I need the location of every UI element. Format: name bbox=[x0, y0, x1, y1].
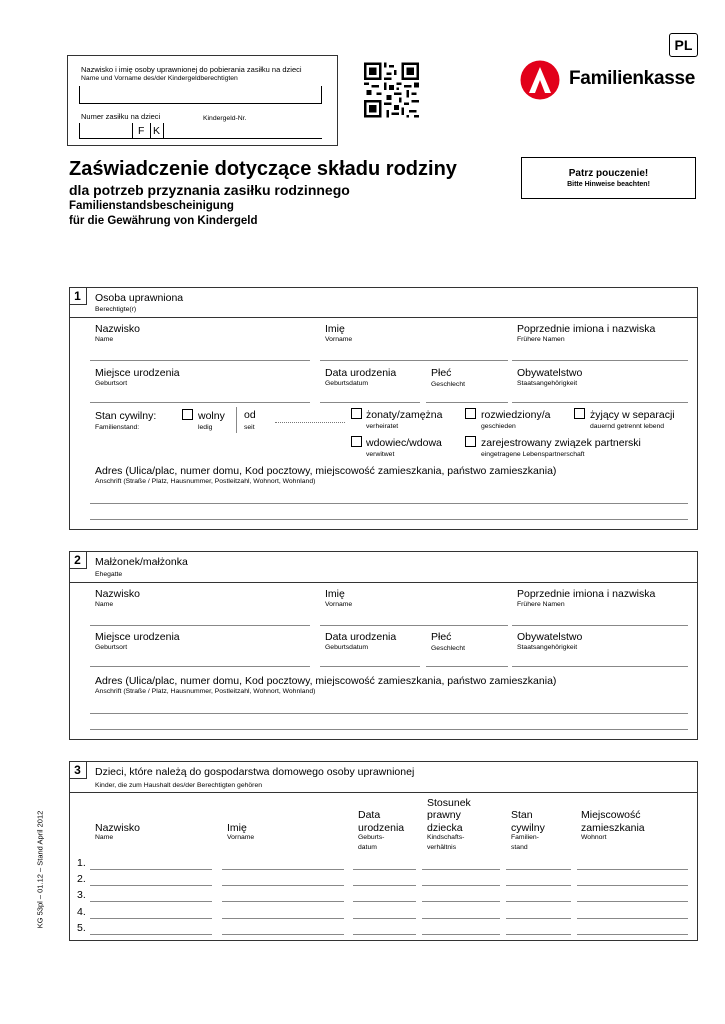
s1-divorced-label: rozwiedziony/a bbox=[481, 409, 551, 421]
page-title-de: Familienstandsbescheinigung bbox=[69, 200, 234, 212]
child-row-number: 3. bbox=[77, 889, 86, 902]
s2-birthplace-label: Miejsce urodzenia bbox=[95, 631, 180, 643]
s1-married-label: żonaty/zamężna bbox=[366, 409, 443, 421]
s3-col-status-de-2: stand bbox=[511, 844, 528, 851]
child-row-field[interactable] bbox=[222, 901, 344, 902]
notice-title: Patrz pouczenie! bbox=[568, 168, 649, 179]
child-row-number: 4. bbox=[77, 905, 86, 918]
s2-birthdate-field[interactable] bbox=[320, 666, 420, 667]
s2-prev-names-label-de: Frühere Namen bbox=[517, 601, 565, 608]
s1-sex-field[interactable] bbox=[426, 402, 508, 403]
child-benefit-number-label-de: Kindergeld-Nr. bbox=[203, 115, 247, 122]
s1-firstname-label-de: Vorname bbox=[325, 336, 353, 343]
s3-col-status-de-1: Familien- bbox=[511, 834, 539, 841]
child-row-number: 1. bbox=[77, 857, 86, 869]
form-version-note: KG 53pl – 01.12 – Stand April 2012 bbox=[35, 810, 45, 929]
s1-birthdate-label: Data urodzenia bbox=[325, 367, 397, 379]
s3-col-firstname-de: Vorname bbox=[227, 834, 255, 841]
child-row-field[interactable] bbox=[422, 885, 500, 886]
child-row-field[interactable] bbox=[506, 869, 571, 870]
child-row-field[interactable] bbox=[506, 934, 571, 935]
s2-citizenship-field[interactable] bbox=[512, 666, 688, 667]
s3-col-surname: Nazwisko bbox=[95, 822, 140, 834]
s3-col-relation-1: Stosunek bbox=[427, 797, 471, 809]
child-row-field[interactable] bbox=[506, 901, 571, 902]
s1-birthplace-field[interactable] bbox=[90, 402, 310, 403]
s1-prev-names-label-de: Frühere Namen bbox=[517, 336, 565, 343]
s3-col-relation-de-2: verhältnis bbox=[427, 844, 457, 851]
child-row-field[interactable] bbox=[422, 869, 500, 870]
s2-citizenship-label: Obywatelstwo bbox=[517, 631, 583, 643]
s2-firstname-label: Imię bbox=[325, 588, 345, 600]
s1-surname-label-de: Name bbox=[95, 336, 114, 343]
s2-surname-label: Nazwisko bbox=[95, 588, 140, 600]
child-row-field[interactable] bbox=[506, 918, 571, 919]
s1-civil-status-label: Stan cywilny: bbox=[95, 410, 157, 422]
s1-widowed-checkbox[interactable] bbox=[351, 436, 362, 447]
child-row-field[interactable] bbox=[353, 885, 416, 886]
s1-separated-label-de: dauernd getrennt lebend bbox=[590, 423, 665, 430]
s1-single-label-de: ledig bbox=[198, 424, 213, 431]
s2-address-field-2[interactable] bbox=[90, 729, 688, 730]
fk-letter-f: F bbox=[138, 125, 145, 137]
section-2-title-de: Ehegatte bbox=[95, 571, 123, 578]
s1-birthdate-label-de: Geburtsdatum bbox=[325, 380, 369, 387]
notice-box bbox=[521, 157, 696, 199]
s1-married-checkbox[interactable] bbox=[351, 408, 362, 419]
s2-prev-names-label: Poprzednie imiona i nazwiska bbox=[517, 588, 656, 600]
child-row-field[interactable] bbox=[422, 918, 500, 919]
s1-address-field-2[interactable] bbox=[90, 519, 688, 520]
s1-birthplace-label: Miejsce urodzenia bbox=[95, 367, 180, 379]
notice-de: Bitte Hinweise beachten! bbox=[567, 181, 650, 188]
fk-letter-k: K bbox=[153, 125, 161, 137]
s1-widowed-label-de: verwitwet bbox=[366, 451, 395, 458]
child-row-field[interactable] bbox=[90, 869, 212, 870]
s1-single-label: wolny bbox=[198, 410, 225, 422]
s1-firstname-field[interactable] bbox=[320, 360, 508, 361]
child-row-field[interactable] bbox=[90, 934, 212, 935]
s3-col-birthdate-de-2: datum bbox=[358, 844, 377, 851]
child-row-field[interactable] bbox=[222, 918, 344, 919]
recipient-name-label: Nazwisko i imię osoby uprawnionej do pobierania zasiłku na dzieci bbox=[81, 65, 302, 74]
child-row-field[interactable] bbox=[577, 934, 688, 935]
s1-widowed-label: wdowiec/wdowa bbox=[366, 437, 442, 449]
brand-name: Familienkasse bbox=[569, 68, 696, 89]
child-row-field[interactable] bbox=[422, 934, 500, 935]
s3-col-birthdate-2: urodzenia bbox=[358, 822, 405, 834]
s1-divorced-checkbox[interactable] bbox=[465, 408, 476, 419]
s2-surname-label-de: Name bbox=[95, 601, 114, 608]
s3-col-place-1: Miejscowość bbox=[581, 809, 641, 821]
section-1-title: Osoba uprawniona bbox=[95, 292, 184, 304]
s1-separated-label: żyjący w separacji bbox=[590, 409, 675, 421]
s1-birthplace-label-de: Geburtsort bbox=[95, 380, 128, 387]
child-benefit-number-label: Numer zasiłku na dzieci bbox=[81, 112, 161, 121]
child-row-field[interactable] bbox=[222, 934, 344, 935]
s2-citizenship-label-de: Staatsangehörigkeit bbox=[517, 644, 578, 651]
s1-citizenship-label: Obywatelstwo bbox=[517, 367, 583, 379]
child-row-field[interactable] bbox=[353, 934, 416, 935]
page-subtitle-de: für die Gewährung von Kindergeld bbox=[69, 215, 258, 227]
s1-prev-names-field[interactable] bbox=[512, 360, 688, 361]
child-benefit-number-field[interactable] bbox=[79, 123, 322, 139]
child-row-field[interactable] bbox=[577, 885, 688, 886]
child-row-field[interactable] bbox=[90, 918, 212, 919]
s3-col-firstname: Imię bbox=[227, 822, 247, 834]
section-3-number: 3 bbox=[69, 761, 87, 779]
s1-since-field[interactable] bbox=[275, 422, 345, 423]
s1-married-label-de: verheiratet bbox=[366, 423, 399, 430]
s2-address-field-1[interactable] bbox=[90, 713, 688, 714]
s3-col-relation-de-1: Kindschafts- bbox=[427, 834, 465, 841]
s1-divorced-label-de: geschieden bbox=[481, 423, 516, 430]
child-row-field[interactable] bbox=[353, 918, 416, 919]
s2-address-label-de: Anschrift (Straße / Platz, Hausnummer, Postleitzahl, Wohnort, Wohnland) bbox=[95, 688, 316, 695]
s2-birthplace-field[interactable] bbox=[90, 666, 310, 667]
child-row-number: 2. bbox=[77, 873, 86, 886]
s1-partnership-checkbox[interactable] bbox=[465, 436, 476, 447]
section-3-title: Dzieci, które należą do gospodarstwa domowego osoby uprawnionej bbox=[95, 766, 415, 778]
s3-col-relation-2: prawny bbox=[427, 809, 461, 821]
s1-partnership-label: zarejestrowany związek partnerski bbox=[481, 437, 641, 449]
child-row-field[interactable] bbox=[577, 901, 688, 902]
child-row-field[interactable] bbox=[422, 901, 500, 902]
s1-birthdate-field[interactable] bbox=[320, 402, 420, 403]
s3-col-place-de: Wohnort bbox=[581, 834, 607, 841]
s1-since-label: od bbox=[244, 409, 256, 421]
s1-single-checkbox[interactable] bbox=[182, 409, 193, 420]
page-subtitle: dla potrzeb przyznania zasiłku rodzinnego bbox=[69, 182, 350, 198]
section-1-title-de: Berechtigte(r) bbox=[95, 306, 137, 313]
child-row-field[interactable] bbox=[90, 885, 212, 886]
s3-col-place-2: zamieszkania bbox=[581, 822, 645, 834]
s2-birthplace-label-de: Geburtsort bbox=[95, 644, 128, 651]
s2-address-label: Adres (Ulica/plac, numer domu, Kod pocztowy, miejscowość zamieszkania, państwo zamieszkania) bbox=[95, 675, 557, 687]
child-row-field[interactable] bbox=[90, 901, 212, 902]
s1-citizenship-field[interactable] bbox=[512, 402, 688, 403]
child-row-number: 5. bbox=[77, 921, 86, 934]
child-row-field[interactable] bbox=[577, 869, 688, 870]
s3-col-status-1: Stan bbox=[511, 809, 533, 821]
familienkasse-logo-icon bbox=[520, 60, 560, 100]
s3-col-relation-3: dziecka bbox=[427, 822, 463, 834]
language-badge: PL bbox=[669, 33, 698, 57]
page-title: Zaświadczenie dotyczące składu rodziny bbox=[69, 158, 457, 180]
child-row-field[interactable] bbox=[577, 918, 688, 919]
s3-col-surname-de: Name bbox=[95, 834, 114, 841]
s1-address-label-de: Anschrift (Straße / Platz, Hausnummer, Postleitzahl, Wohnort, Wohnland) bbox=[95, 478, 316, 485]
s1-separated-checkbox[interactable] bbox=[574, 408, 585, 419]
qr-code-icon bbox=[364, 62, 419, 118]
s1-sex-label: Płeć bbox=[431, 367, 452, 379]
s1-address-field-1[interactable] bbox=[90, 503, 688, 504]
s2-sex-label: Płeć bbox=[431, 631, 452, 643]
s2-firstname-label-de: Vorname bbox=[325, 601, 353, 608]
section-2-box bbox=[69, 551, 698, 740]
section-1-number: 1 bbox=[69, 287, 87, 305]
s3-col-birthdate-de-1: Geburts- bbox=[358, 834, 385, 841]
s1-surname-label: Nazwisko bbox=[95, 323, 140, 335]
child-row-field[interactable] bbox=[506, 885, 571, 886]
child-row-field[interactable] bbox=[222, 869, 344, 870]
s2-birthdate-label: Data urodzenia bbox=[325, 631, 397, 643]
s1-firstname-label: Imię bbox=[325, 323, 345, 335]
recipient-name-field[interactable] bbox=[79, 86, 322, 104]
s1-citizenship-label-de: Staatsangehörigkeit bbox=[517, 380, 578, 387]
child-row-field[interactable] bbox=[353, 901, 416, 902]
s3-col-birthdate-1: Data bbox=[358, 809, 381, 821]
s1-sex-label-de: Geschlecht bbox=[431, 381, 466, 388]
s2-sex-field[interactable] bbox=[426, 666, 508, 667]
s2-birthdate-label-de: Geburtsdatum bbox=[325, 644, 369, 651]
child-row-field[interactable] bbox=[222, 885, 344, 886]
s1-partnership-label-de: eingetragene Lebenspartnerschaft bbox=[481, 451, 585, 458]
s1-prev-names-label: Poprzednie imiona i nazwiska bbox=[517, 323, 656, 335]
s3-col-status-2: cywilny bbox=[511, 822, 545, 834]
s2-surname-field[interactable] bbox=[90, 625, 310, 626]
s2-sex-label-de: Geschlecht bbox=[431, 645, 466, 652]
s1-surname-field[interactable] bbox=[90, 360, 310, 361]
s2-prev-names-field[interactable] bbox=[512, 625, 688, 626]
recipient-name-label-de: Name und Vorname des/der Kindergeldberechtigten bbox=[81, 75, 238, 82]
s1-civil-status-label-de: Familienstand: bbox=[95, 424, 140, 431]
s2-firstname-field[interactable] bbox=[320, 625, 508, 626]
section-2-title: Małżonek/małżonka bbox=[95, 556, 188, 568]
section-3-title-de: Kinder, die zum Haushalt des/der Berechtigten gehören bbox=[95, 782, 263, 789]
s1-address-label: Adres (Ulica/plac, numer domu, Kod pocztowy, miejscowość zamieszkania, państwo zamieszkania) bbox=[95, 465, 557, 477]
section-2-number: 2 bbox=[69, 551, 87, 569]
child-row-field[interactable] bbox=[353, 869, 416, 870]
s1-since-label-de: seit bbox=[244, 424, 255, 431]
